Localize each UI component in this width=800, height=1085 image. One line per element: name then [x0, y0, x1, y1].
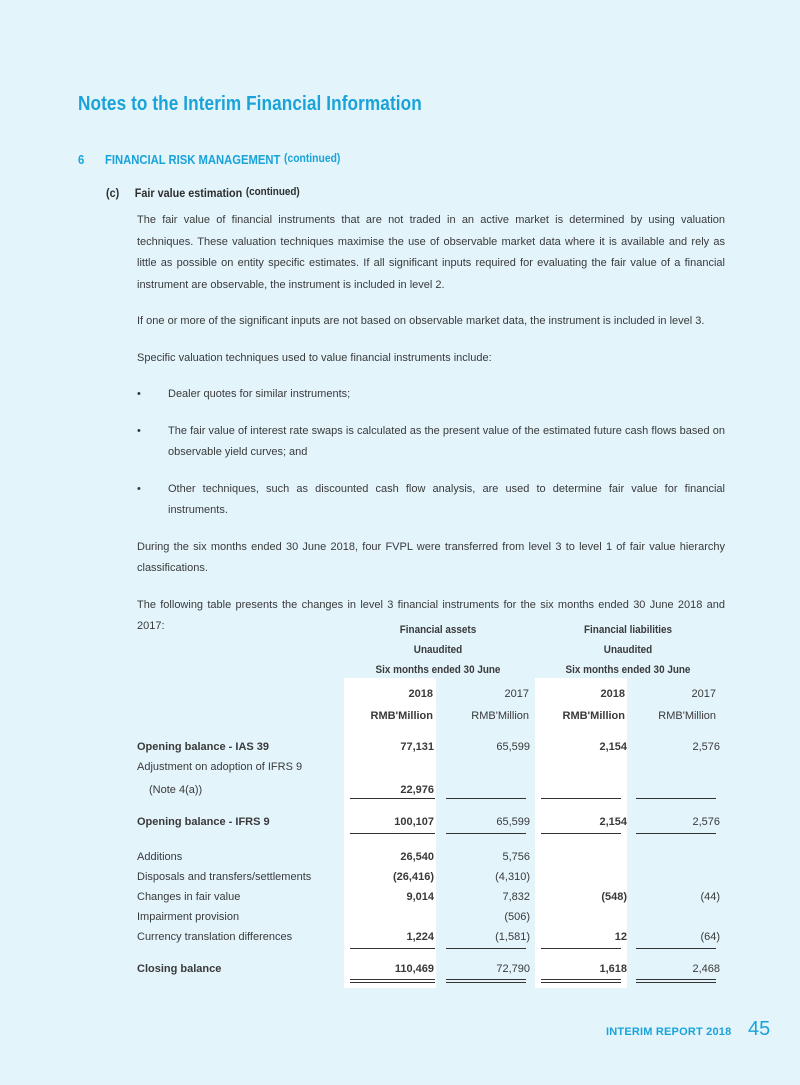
column-year: 2018: [408, 688, 433, 700]
bullet-item: [137, 421, 725, 464]
row-label: (Note 4(a)): [149, 784, 203, 796]
row-label: Additions: [137, 851, 183, 863]
cell-value: 2,154: [599, 816, 627, 828]
cell-value: 1,224: [406, 931, 434, 943]
group-title: Financial assets: [399, 624, 477, 636]
paragraph: The following table presents the changes in level 3 financial instruments for the six months ended 30 June 2018 and 2017:: [137, 598, 725, 632]
rule: [541, 833, 621, 834]
rule: [636, 948, 716, 949]
bullet-glyph: •: [137, 388, 141, 400]
body-text: [137, 210, 725, 653]
row-label: Adjustment on adoption of IFRS 9: [137, 761, 303, 773]
group-title: Financial liabilities: [583, 624, 673, 636]
cell-value: 9,014: [406, 891, 434, 903]
row-label: Opening balance - IFRS 9: [137, 816, 270, 828]
column-unit: RMB'Million: [370, 710, 433, 722]
table-row: [137, 758, 727, 776]
column-year: 2017: [504, 688, 529, 700]
subsection-suffix: (continued): [245, 186, 300, 198]
column-unit: RMB'Million: [658, 710, 716, 722]
row-label: Changes in fair value: [137, 891, 241, 903]
table-row: [137, 848, 727, 866]
group-status: Unaudited: [603, 644, 653, 656]
column-unit: RMB'Million: [471, 710, 529, 722]
bullet-item: [137, 479, 725, 522]
page-title: Notes to the Interim Financial Information: [78, 93, 422, 115]
paragraph: During the six months ended 30 June 2018, four FVPL were transferred from level 3 to level 1 of fair value hierarchy classifications.: [137, 540, 725, 574]
table-row: [137, 888, 727, 906]
table-row: [137, 738, 727, 756]
bullet-text: Other techniques, such as discounted cash flow analysis, are used to determine fair value for financial instruments.: [168, 482, 725, 516]
table-row: [137, 868, 727, 886]
group-header-liabilities: [533, 620, 723, 680]
cell-value: 2,576: [692, 741, 720, 753]
column-year: 2018: [600, 688, 625, 700]
row-label: Opening balance - IAS 39: [137, 741, 270, 753]
double-rule: [541, 979, 621, 983]
page-number: 45: [748, 1018, 771, 1040]
cell-value: 2,576: [692, 816, 720, 828]
cell-value: (64): [700, 931, 720, 943]
table-row: [137, 908, 727, 926]
paragraph: If one or more of the significant inputs are not based on observable market data, the instrument is included in level 3.: [137, 315, 705, 327]
cell-value: (44): [700, 891, 720, 903]
double-rule: [446, 979, 526, 983]
rule: [350, 948, 435, 949]
rule: [636, 798, 716, 799]
cell-value: 65,599: [496, 741, 530, 753]
row-label: Disposals and transfers/settlements: [137, 871, 312, 883]
cell-value: 22,976: [400, 784, 434, 796]
subsection-heading: [106, 186, 300, 200]
cell-value: (1,581): [495, 931, 530, 943]
table-row: [137, 928, 727, 946]
rule: [541, 948, 621, 949]
row-label: Closing balance: [137, 963, 222, 975]
section-heading: [78, 153, 340, 167]
rule: [636, 833, 716, 834]
group-period: Six months ended 30 June: [375, 664, 501, 676]
bullet-text: The fair value of interest rate swaps is calculated as the present value of the estimated future cash flows based on observable yield curves; and: [168, 424, 725, 458]
rule: [446, 798, 526, 799]
column-year: 2017: [691, 688, 716, 700]
cell-value: 100,107: [394, 816, 434, 828]
row-label: Currency translation differences: [137, 931, 293, 943]
column-unit: RMB'Million: [562, 710, 625, 722]
row-label: Impairment provision: [137, 911, 240, 923]
bullet-glyph: •: [137, 424, 141, 437]
table-row: [137, 781, 727, 799]
rule: [350, 833, 435, 834]
cell-value: 72,790: [496, 963, 530, 975]
cell-value: 65,599: [496, 816, 530, 828]
cell-value: (506): [504, 911, 530, 923]
cell-value: 12: [614, 931, 627, 943]
cell-value: (4,310): [495, 871, 530, 883]
table-row: [137, 813, 727, 831]
cell-value: 5,756: [502, 851, 530, 863]
section-number: 6: [78, 153, 85, 167]
section-suffix: (continued): [284, 153, 341, 165]
double-rule: [350, 979, 435, 983]
bullet-item: [137, 384, 725, 406]
section-title: FINANCIAL RISK MANAGEMENT: [105, 153, 281, 167]
cell-value: 2,154: [599, 741, 627, 753]
cell-value: 7,832: [502, 891, 530, 903]
subsection-title: Fair value estimation: [134, 186, 243, 200]
bullet-glyph: •: [137, 482, 141, 495]
bullet-text: Dealer quotes for similar instruments;: [168, 388, 351, 400]
group-status: Unaudited: [413, 644, 463, 656]
cell-value: 2,468: [692, 963, 720, 975]
cell-value: (26,416): [393, 871, 434, 883]
cell-value: 77,131: [400, 741, 434, 753]
group-header-assets: [343, 620, 533, 680]
cell-value: 26,540: [400, 851, 434, 863]
cell-value: 1,618: [599, 963, 627, 975]
double-rule: [636, 979, 716, 983]
paragraph: Specific valuation techniques used to value financial instruments include:: [137, 351, 492, 364]
rule: [541, 798, 621, 799]
footer-report-title: INTERIM REPORT 2018: [606, 1026, 732, 1038]
table-row: [137, 960, 727, 978]
group-period: Six months ended 30 June: [565, 664, 691, 676]
cell-value: 110,469: [394, 963, 434, 975]
rule: [446, 948, 526, 949]
paragraph: The fair value of financial instruments that are not traded in an active market is determined by using valuation techniques. These valuation techniques maximise the use of observable market data where it is available and rely as little as possible on entity specific estimates. If all significant inputs required for evaluating the fair value of a financial instrument are observable, the instrument is included in level 2.: [137, 214, 725, 291]
subsection-letter: (c): [106, 186, 120, 200]
cell-value: (548): [601, 891, 627, 903]
rule: [446, 833, 526, 834]
rule: [350, 798, 435, 799]
